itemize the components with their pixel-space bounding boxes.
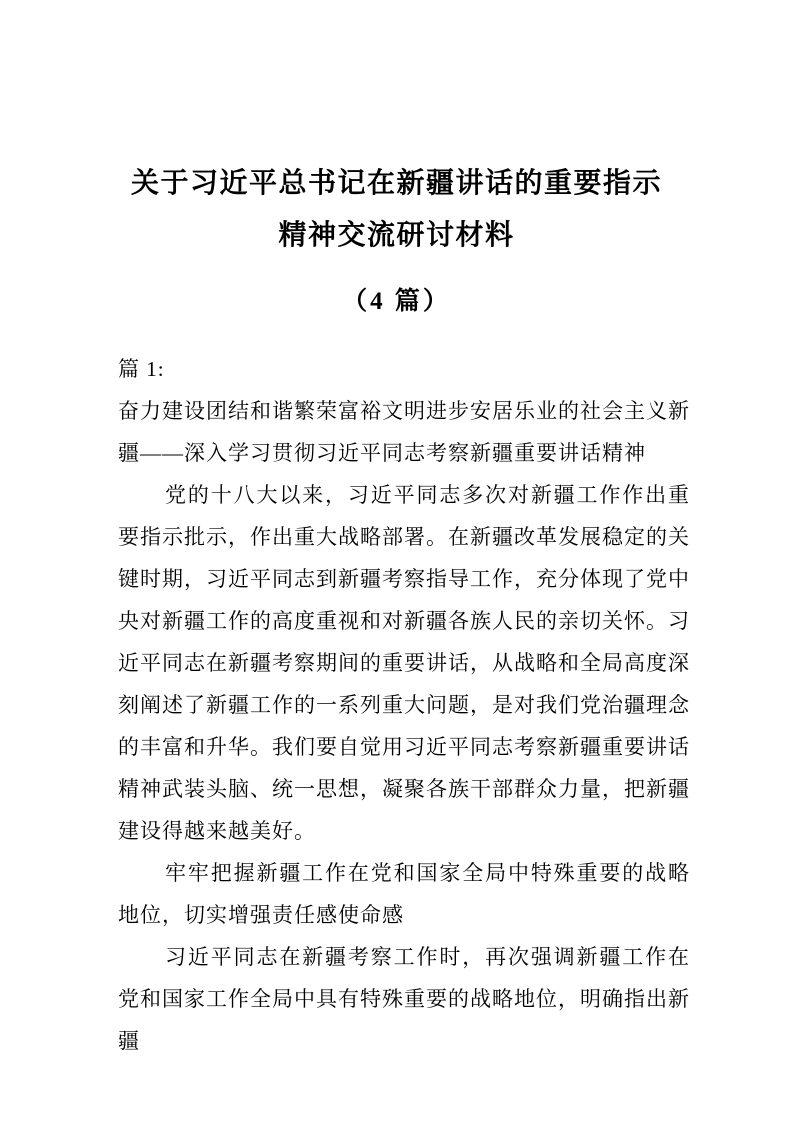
paragraph: 习近平同志在新疆考察工作时，再次强调新疆工作在党和国家工作全局中具有特殊重要的战略地位，明确指出新疆: [118, 945, 690, 1053]
section-label: 篇 1:: [118, 357, 165, 381]
document-title-line-1: 关于习近平总书记在新疆讲话的重要指示: [130, 168, 662, 199]
document-body: [118, 348, 690, 1062]
document-count-label: （4 篇）: [342, 288, 451, 315]
document-title-line-2: 精神交流研讨材料: [278, 220, 515, 251]
paragraph: 党的十八大以来，习近平同志多次对新疆工作作出重要指示批示，作出重大战略部署。在新疆改革发展稳定的关键时期，习近平同志到新疆考察指导工作，充分体现了党中央对新疆工作的高度重视和对新疆各族人民的亲切关怀。习近平同志在新疆考察期间的重要讲话，从战略和全局高度深刻阐述了新疆工作的一系列重大问题，是对我们党治疆理念的丰富和升华。我们要自觉用习近平同志考察新疆重要讲话精神武装头脑、统一思想，凝聚各族干部群众力量，把新疆建设得越来越美好。: [118, 483, 690, 843]
paragraph: 牢牢把握新疆工作在党和国家全局中特殊重要的战略地位，切实增强责任感使命感: [118, 861, 690, 927]
document-title: [0, 158, 793, 262]
paragraph: 奋力建设团结和谐繁荣富裕文明进步安居乐业的社会主义新疆——深入学习贯彻习近平同志考察新疆重要讲话精神: [118, 399, 690, 465]
